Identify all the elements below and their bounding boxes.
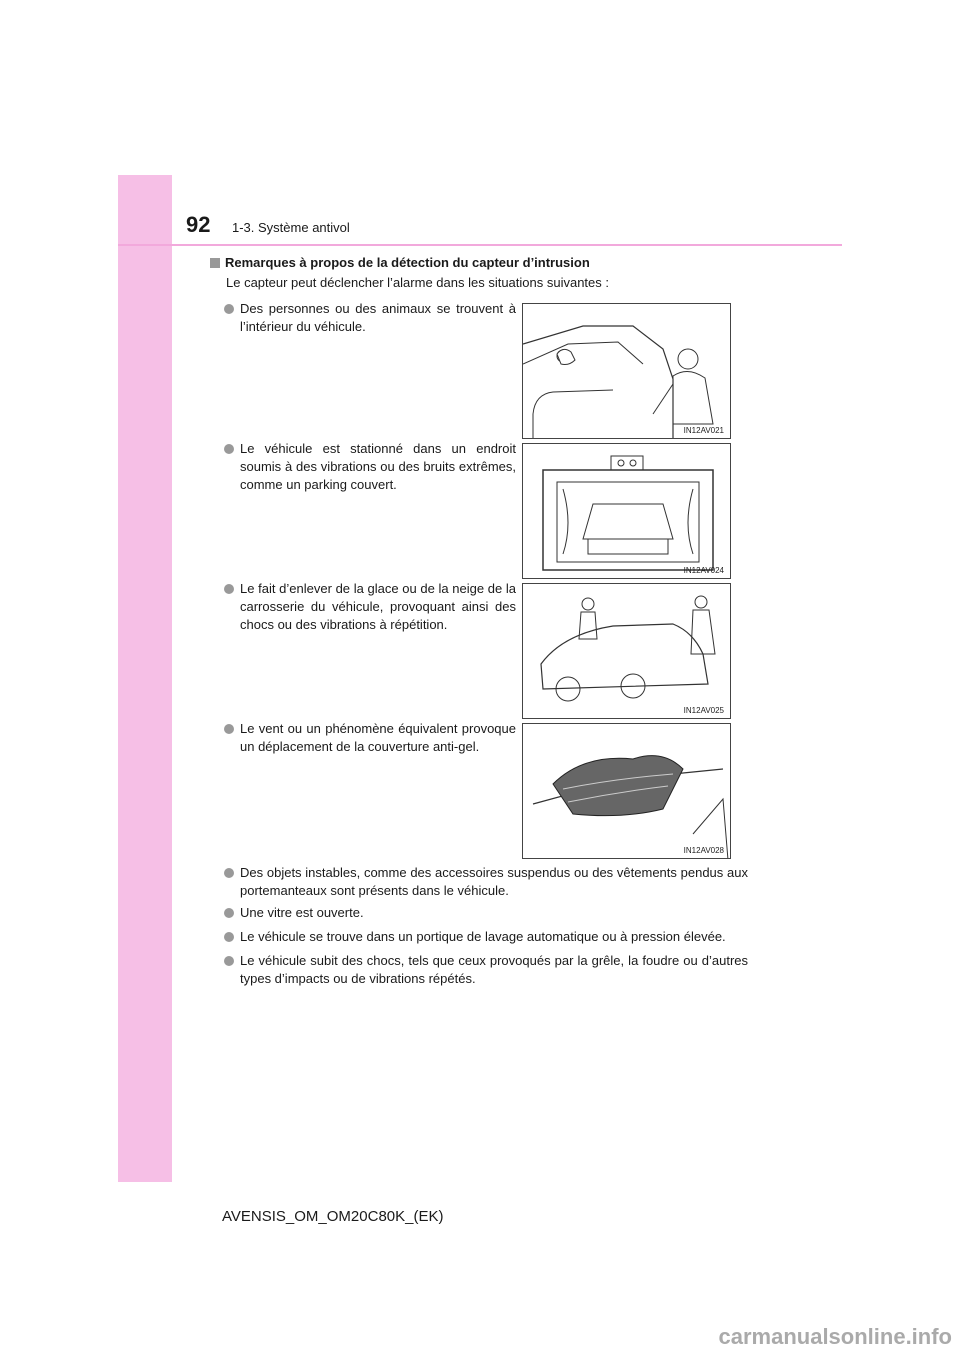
document-code-footer: AVENSIS_OM_OM20C80K_(EK): [222, 1208, 444, 1225]
chapter-sidebar-tab: [118, 175, 172, 1182]
list-item: [224, 864, 748, 900]
circle-bullet-icon: [224, 908, 234, 918]
figure-code: IN12AV024: [683, 566, 724, 575]
figure-code: IN12AV021: [683, 426, 724, 435]
circle-bullet-icon: [224, 584, 234, 594]
circle-bullet-icon: [224, 304, 234, 314]
section-heading: [210, 255, 590, 270]
list-item-text: Le fait d’enlever de la glace ou de la neige de la carrosserie du véhicule, provoquant ainsi des chocs ou des vibrations à répétition.: [240, 581, 516, 632]
list-item-text: Des personnes ou des animaux se trouvent à l’intérieur du véhicule.: [240, 301, 516, 334]
snow-removal-drawing: [523, 584, 731, 719]
list-item: [224, 904, 748, 922]
list-item: [224, 300, 516, 336]
list-item-text: Une vitre est ouverte.: [240, 905, 364, 920]
list-item: [224, 952, 748, 988]
circle-bullet-icon: [224, 932, 234, 942]
list-item-text: Le vent ou un phénomène équivalent provoque un déplacement de la couverture anti-gel.: [240, 721, 516, 754]
list-item-text: Le véhicule subit des chocs, tels que ceux provoqués par la grêle, la foudre ou d’autres types d’impacts ou de vibrations répétés.: [240, 953, 748, 986]
list-item-text: Des objets instables, comme des accessoires suspendus ou des vêtements pendus aux portemanteaux sont présents dans le véhicule.: [240, 865, 748, 898]
section-heading-text: Remarques à propos de la détection du capteur d’intrusion: [225, 255, 590, 270]
square-bullet-icon: [210, 258, 220, 268]
circle-bullet-icon: [224, 444, 234, 454]
car-wash-drawing: [523, 444, 731, 579]
figure-code: IN12AV028: [683, 846, 724, 855]
illustration-car-in-garage: [522, 443, 731, 579]
illustration-snow-removal: [522, 583, 731, 719]
list-item: [224, 720, 516, 756]
intro-text: Le capteur peut déclencher l’alarme dans les situations suivantes :: [226, 275, 609, 290]
header-divider: [118, 244, 842, 246]
car-with-dog-drawing: [523, 304, 731, 439]
list-item: [224, 580, 516, 634]
list-item-text: Le véhicule se trouve dans un portique de lavage automatique ou à pression élevée.: [240, 929, 726, 944]
section-title: 1-3. Système antivol: [232, 220, 350, 235]
list-item: [224, 928, 748, 946]
list-item: [224, 440, 516, 494]
illustration-dog-in-car: [522, 303, 731, 439]
illustration-windshield-cover: [522, 723, 731, 859]
circle-bullet-icon: [224, 956, 234, 966]
figure-code: IN12AV025: [683, 706, 724, 715]
watermark-link[interactable]: carmanualsonline.info: [718, 1324, 952, 1349]
windshield-cover-drawing: [523, 724, 731, 859]
circle-bullet-icon: [224, 724, 234, 734]
circle-bullet-icon: [224, 868, 234, 878]
list-item-text: Le véhicule est stationné dans un endroit soumis à des vibrations ou des bruits extrêmes, comme un parking couvert.: [240, 441, 516, 492]
page-number: 92: [186, 212, 211, 237]
